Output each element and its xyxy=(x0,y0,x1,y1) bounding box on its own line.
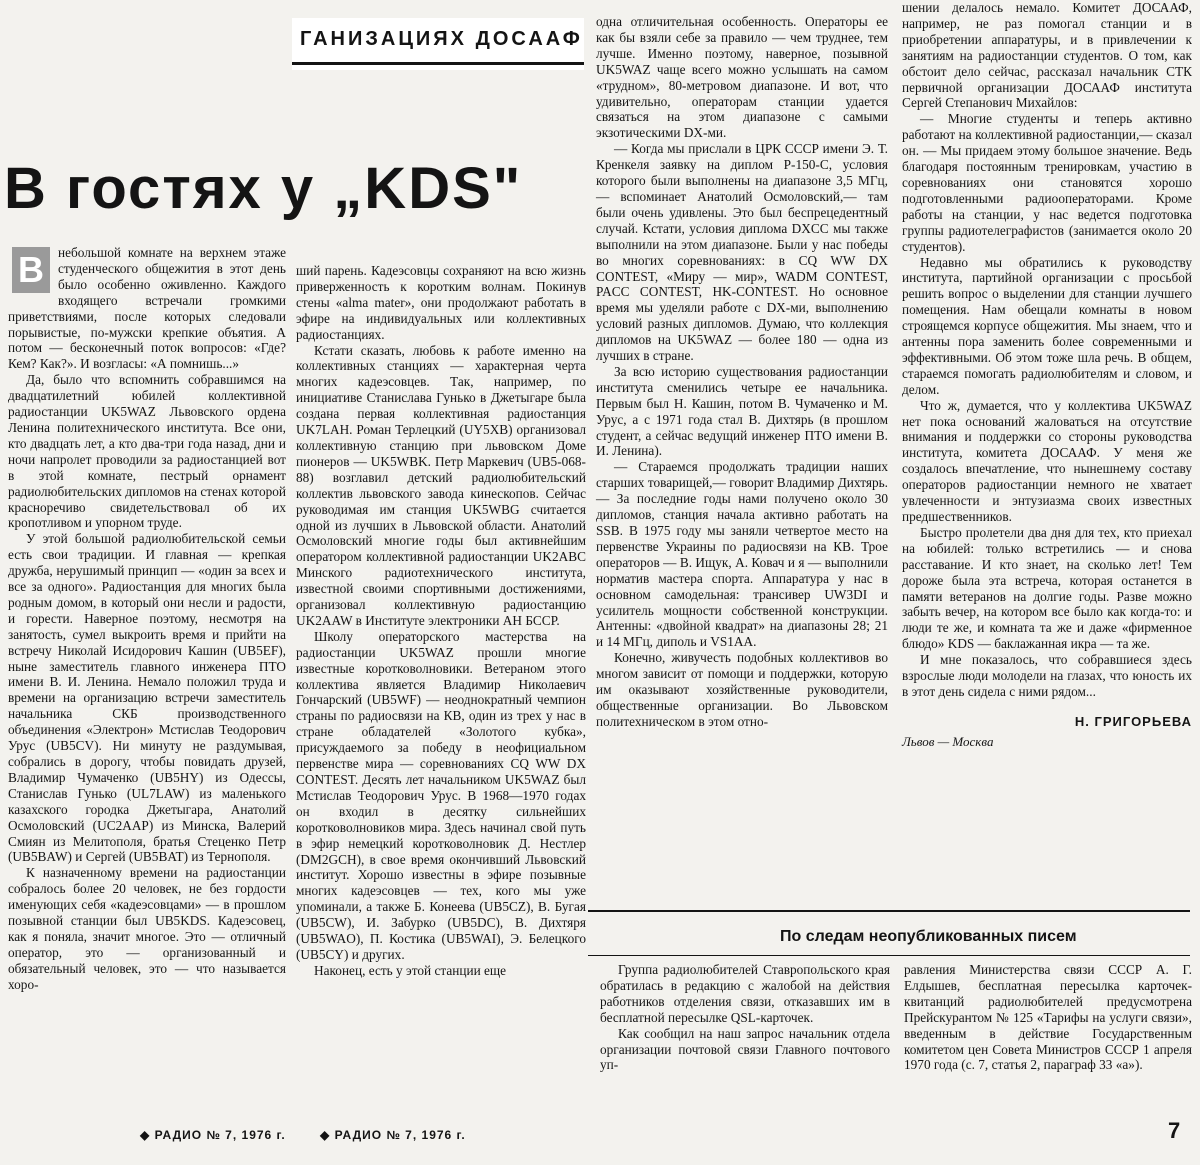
paragraph: шении делалось немало. Комитет ДОСААФ, например, не раз помогал станции и в приобретении аппаратуры, и в привлечении к занятиям на радиостанции студентов. О том, как обстоит дело сейчас, рассказал начальник СТК первичной организации ДОСААФ института Сергей Степанович Михайлов: xyxy=(902,0,1192,111)
paragraph: Как сообщил на наш запрос начальник отдела организации почтовой связи Главного почтового уп- xyxy=(600,1025,890,1073)
page-number: 7 xyxy=(1168,1118,1181,1143)
paragraph: Школу операторского мастерства на радиостанции UK5WAZ прошли многие известные коротковолновики. Ветераном этого коллектива является Владимир Николаевич Гончарский (UB5WF) — неоднократный чемпион страны по радиосвязи на КВ, один из трех у нас в стране обладателей «Золотого кубка», присуждаемого за победу в неофициальном первенстве мира — соревнованиях CQ WW DX CONTEST. Десять лет начальником UK5WAZ был Мстислав Теодорович Урус. В 1968—1970 годах он входил в десятку сильнейших коротковолновиков мира. Здесь начинал свой путь в эфир немецкий коротковолновик Д. Нестлер (DM2GCH), в свое время окончивший Львовский институт. Хорошо известны в эфире позывные многих кадеэсовцев — тех, кого мы уже упоминали, а также Б. Конеева (UB5CZ), В. Бугая (UB5CW), И. Забурко (UB5DC), В. Дихтяря (UB5WAO), П. Костика (UB5WAI), Э. Белецкого (UB5CY) и других. xyxy=(296,628,586,962)
paragraph: одна отличительная особенность. Операторы ее как бы взяли себе за правило — чем труднее, тем лучше. Именно поэтому, наверное, позывной UK5WAZ чаще всего можно услышать на самом «трудном», 80-метровом диапазоне. И вот, что удивительно, операторам станции удается связаться на этом диапазоне с самыми экзотическими DX-ми. xyxy=(596,14,888,141)
paragraph: К назначенному времени на радиостанции собралось более 20 человек, не без гордости именующих себя «кадеэсовцами» — в прошлом позывной станции был UB5KDS. Кадеэсовец, как я поняла, значит многое. Это — отличный оператор, это — организованный и обязательный человек, это — что называется хоро- xyxy=(8,865,286,992)
paragraph: Конечно, живучесть подобных коллективов во многом зависит от помощи и поддержки, которую им оказывают хозяйственные руководители, общественные организации. Во Львовском политехническом в этом отно- xyxy=(596,650,888,729)
paragraph: Наконец, есть у этой станции еще xyxy=(314,962,507,978)
paragraph: — Когда мы прислали в ЦРК СССР имени Э. Т. Кренкеля заявку на диплом Р-150-С, условия которого были выполнены на диапазоне 3,5 МГц,— вспоминает Анатолий Осмоловский,— там были очень удивлены. Это был беспрецедентный случай. Кстати, условия диплома DXCC мы также выполнили на этом диапазоне. Были у нас победы во многих соревнованиях: в CQ WW DX CONTEST, «Миру — мир», WADM CONTEST, PACC CONTEST, HK-CONTEST. Но основное время мы уделяли работе с DX-ми, выполнению условий разных дипломов. Думаю, что коллекция дипломов на UK5WAZ — более 180 — одна из лучших в стране. xyxy=(596,141,888,364)
section-header: ГАНИЗАЦИЯХ ДОСААФ xyxy=(300,28,583,50)
author-signature: Н. ГРИГОРЬЕВА xyxy=(1074,713,1192,729)
article-column-2 xyxy=(296,263,586,1108)
paragraph: — Многие студенты и теперь активно работают на коллективной радиостанции,— сказал он. — Мы придаем этому большое значение. Ведь благодаря постоянным тренировкам, участию в соревнованиях они становятся хорошо подготовленными радиооператорами. Кроме работы на станции, у нас ведется подготовка группы радиотелеграфистов (занимается около 20 студентов). xyxy=(902,111,1192,254)
paragraph: Недавно мы обратились к руководству института, партийной организации с просьбой решить вопрос о выделении для станции лучшего помещения. Нам обещали комнаты в новом строящемся корпусе общежития. Мы знаем, что и антенны пора заменить более современными и эффективными. Об этом тоже шла речь. В общем, стараемся помогать радиолюбителям и словом, и делом. xyxy=(902,254,1192,397)
article-column-4 xyxy=(902,0,1192,896)
sidebar-title: По следам неопубликованных писем xyxy=(780,928,1077,945)
paragraph: Да, было что вспомнить собравшимся на двадцатилетний юбилей коллективной радиостанции UK5WAZ Львовского ордена Ленина политехнического института. Все они, кто двадцать лет, а кто два-три года назад, дни и ночи напролет проводили за радиостанцией вот в этой комнате, пестрый орнамент радиолюбительских дипломов на стенах которой красноречиво свидетельствовал об их кропотливом и упорном труде. xyxy=(8,372,286,531)
sidebar-top-rule xyxy=(588,910,1190,912)
paragraph: И мне показалось, что собравшиеся здесь взрослые люди молодели на глазах, что юность их в этот день сидела с ними рядом... xyxy=(902,652,1192,699)
article-title: В гостях у „KDS" xyxy=(4,156,523,221)
paragraph: Кстати сказать, любовь к работе именно на коллективных станциях — характерная черта многих кадеэсовцев. Так, например, по инициативе Станислава Гунько в Джетыгаре была создана первая коллективная радиостанция UK7LAH. Роман Терлецкий (UY5XB) организовал коллективную станцию при львовском Доме пионеров — UK5WBK. Петр Маркевич (UB5-068-88) возглавил детский радиолюбительский коллектив львовского завода кинескопов. Сейчас руководимая им станция UK5WBG считается одной из лучших в Львовской области. Анатолий Осмоловский многие годы был активнейшим оператором коллективной радиостанции UK2ABC Минского радиотехнического института, известной своими спортивными достижениями, организовал коллективную радиостанцию UK2AAW в Институте электроники АН БССР. xyxy=(296,342,586,628)
sidebar-column-right xyxy=(904,962,1192,1082)
sidebar-title-rule xyxy=(588,955,1190,956)
paragraph: Группа радиолюбителей Ставропольского края обратилась в редакцию с жалобой на действия работников отделения связи, отказавших им в бесплатной пересылке QSL-карточек. xyxy=(600,962,890,1025)
paragraph: Что ж, думается, что у коллектива UK5WAZ нет пока оснований жаловаться на отсутствие внимания и поддержки со стороны руководства института, комитета ДОСААФ. У меня же создалось впечатление, что нынешнему составу операторов радиостанции немного не хватает увлеченности и энтузиазма своих известных предшественников. xyxy=(902,397,1192,524)
paragraph: Быстро пролетели два дня для тех, кто приехал на юбилей: только встретились — и снова расставание. И кто знает, на сколько лет! Тем дороже была эта встреча, которая останется в памяти ветеранов на долгие годы. Разве можно забыть вечер, на котором все было как когда-то: и люди те же, и комната та же и даже «фирменное блюдо» KDS — баклажанная икра — та же. xyxy=(902,524,1192,652)
paragraph: У этой большой радиолюбительской семьи есть свои традиции. И главная — крепкая дружба, нерушимый принцип — «один за всех и все за одного». Радиостанция для многих была родным домом, в который они несли и радости, и горести. Наверное поэтому, несмотря на занятость, сумел выкроить время и прийти на встречу Николай Исидорович Кашин (UB5EF), ныне заместитель главного инженера ПТО имени В. И. Ленина. Немало положил труда и времени на организацию встречи заместитель начальника СКБ производственного объединения «Электрон» Мстислав Теодорович Урус (UB5CV). Ни минуту не раздумывая, собрались в дорогу, чтобы повидать друзей, Владимир Чумаченко (UB5HY) из Одессы, Станислав Гунько (UL7LAW) из маленького казахского городка Джетыгара, Анатолий Осмоловский (UC2AAP) из Минска, Валерий Смиян из Мелитополя, братья Стеценко Петр (UB5BAW) и Сергей (UB5BAT) из Тернополя. xyxy=(8,531,286,865)
article-column-3 xyxy=(596,14,888,896)
footer-center: ◆ РАДИО № 7, 1976 г. xyxy=(320,1128,466,1142)
paragraph: — Стараемся продолжать традиции наших старших товарищей,— говорит Владимир Дихтярь. — За последние годы нами получено около 30 дипломов, станция начала активно работать на SSB. В 1975 году мы заняли четвертое место на первенстве Украины по радиосвязи на КВ. Трое операторов — В. Ищук, А. Ковач и я — выполнили норматив мастера спорта. Аппаратура у нас в основном самодельная: трансивер UW3DI и усилитель мощности собственной конструкции. Антенны: «двойной квадрат» на диапазоны 28; 21 и 14 МГц, диполь и VS1AA. xyxy=(596,459,888,650)
header-rule xyxy=(292,62,584,65)
paragraph: За всю историю существования радиостанции института сменились четыре ее начальника. Первым был Н. Кашин, потом В. Чумаченко и М. Урус, а с 1971 года стал В. Дихтярь (в прошлом студент, а сейчас ведущий инженер ПТО имени В. И. Ленина). xyxy=(596,363,888,459)
paragraph: равления Министерства связи СССР А. Г. Елдышев, бесплатная пересылка карточек-квитанций радиолюбителей предусмотрена Прейскурантом № 125 «Тарифы на услуги связи», введенным в действие Государственным комитетом цен Совета Министров СССР 1 апреля 1970 года (с. 7, статья 2, параграф 33 «а»). xyxy=(904,962,1192,1073)
paragraph: ший парень. Кадеэсовцы сохраняют на всю жизнь приверженность к коротким волнам. Покинув стены «alma mater», они продолжают работать в эфире на индивидуальных или коллективных радиостанциях. xyxy=(296,263,586,342)
drop-cap: В xyxy=(12,247,50,293)
sidebar-column-left xyxy=(600,962,890,1082)
paragraph: небольшой комнате на верхнем этаже студенческого общежития в этот день было особенно оживленно. Каждого входящего встречали громкими приветствиями, после которых следовали порывистые, по-мужски крепкие объятия. А потом — бесконечный поток вопросов: «Где? Кем? Как?». И возгласы: «А помнишь...» xyxy=(8,245,286,372)
article-column-1 xyxy=(8,245,286,1105)
footer-left: ◆ РАДИО № 7, 1976 г. xyxy=(140,1128,286,1142)
dateline-place: Львов — Москва xyxy=(902,733,994,749)
